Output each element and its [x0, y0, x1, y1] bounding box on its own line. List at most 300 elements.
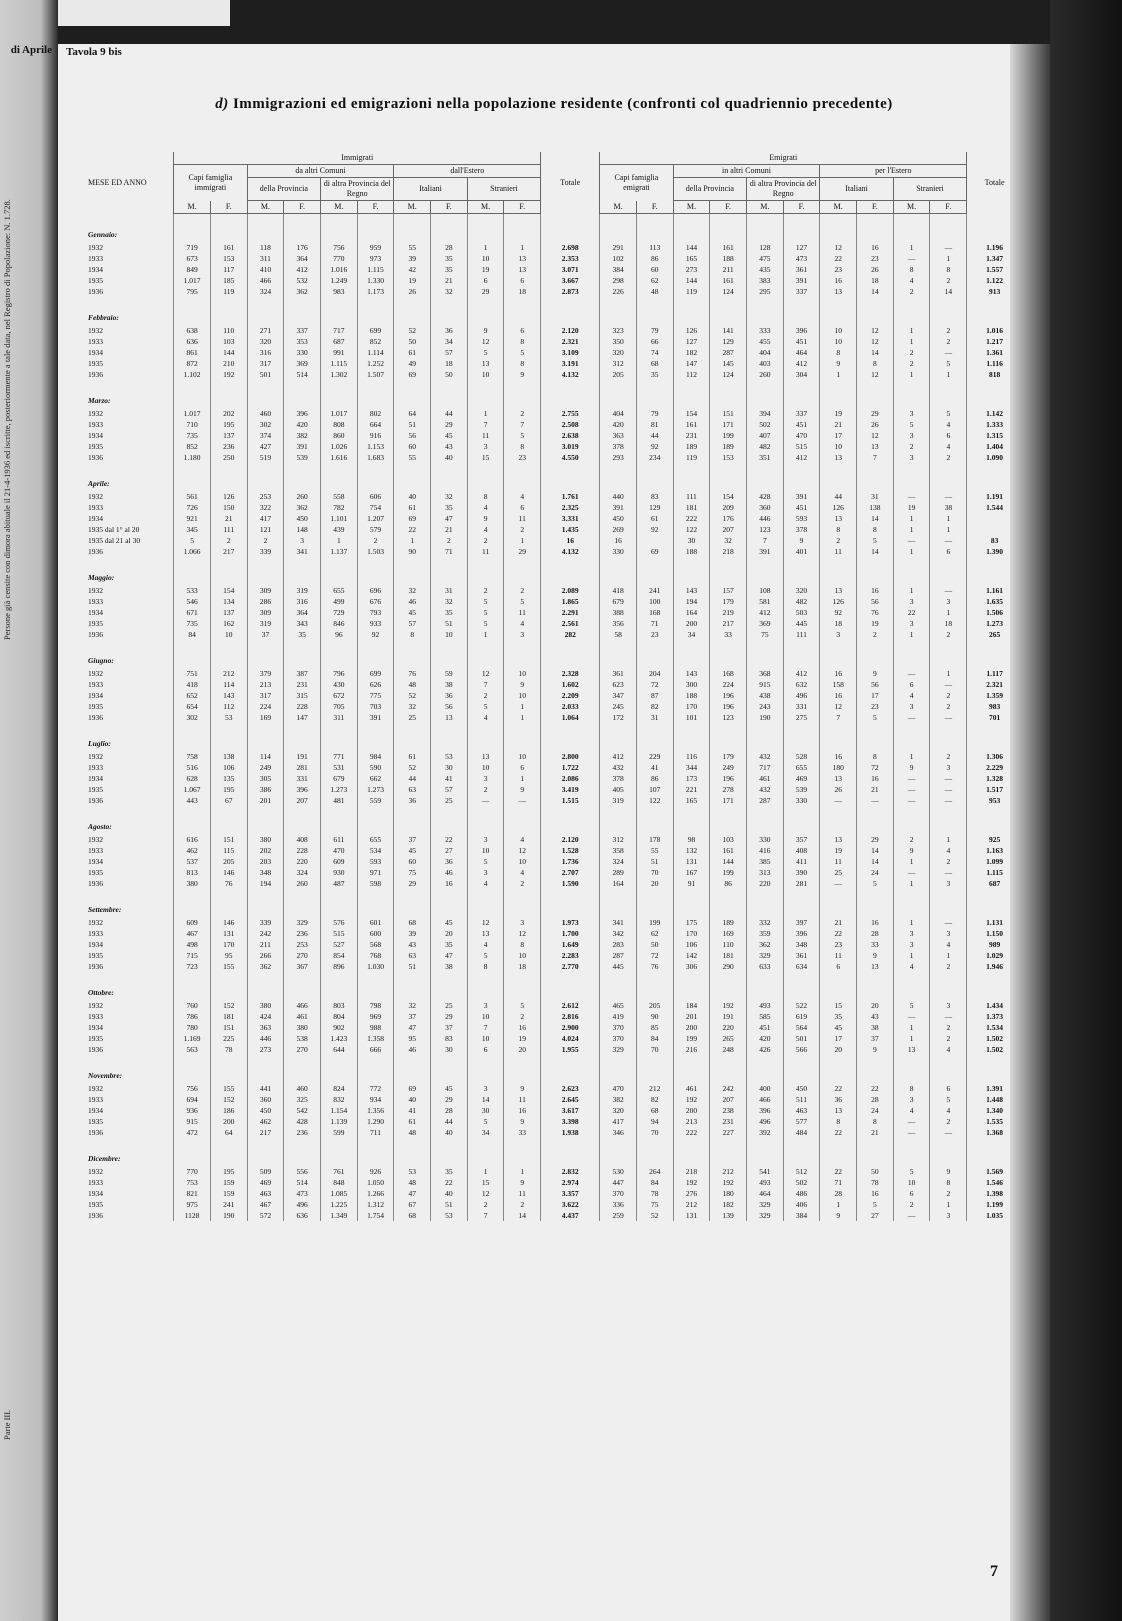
- table-cell: 2: [930, 751, 967, 762]
- empty-cell: [541, 214, 600, 242]
- table-cell: 1.517: [967, 784, 1022, 795]
- table-cell: 16: [431, 878, 468, 889]
- table-cell: 269: [600, 524, 637, 535]
- table-cell: 1.117: [967, 668, 1022, 679]
- table-cell: 6: [893, 679, 930, 690]
- table-cell: 210: [210, 358, 247, 369]
- table-cell: 1.502: [967, 1033, 1022, 1044]
- table-cell: 217: [210, 546, 247, 557]
- table-cell: 933: [357, 618, 394, 629]
- year-label: 1935: [88, 441, 103, 451]
- empty-cell: [541, 1055, 600, 1083]
- table-cell: 42: [394, 264, 431, 275]
- table-cell: 1: [930, 369, 967, 380]
- table-cell: 428: [284, 1116, 321, 1127]
- table-cell: 161: [710, 275, 747, 286]
- table-cell: 362: [284, 502, 321, 513]
- table-cell: 2: [930, 856, 967, 867]
- table-cell: 92: [820, 607, 857, 618]
- table-cell: 151: [710, 408, 747, 419]
- col-m: M.: [893, 201, 930, 214]
- table-cell: 1: [893, 856, 930, 867]
- table-cell: 29: [857, 408, 894, 419]
- table-cell: 412: [747, 607, 784, 618]
- table-cell: 1128: [174, 1210, 211, 1221]
- table-cell: 20: [504, 1044, 541, 1055]
- table-cell: 320: [247, 336, 284, 347]
- table-cell: 200: [673, 1105, 710, 1116]
- table-cell: 694: [174, 1094, 211, 1105]
- table-cell: 915: [747, 679, 784, 690]
- table-cell: 20: [636, 878, 673, 889]
- table-cell: 212: [710, 1166, 747, 1177]
- table-cell: 90: [636, 1011, 673, 1022]
- table-cell: 253: [247, 491, 284, 502]
- empty-cell: [710, 1055, 747, 1083]
- empty-cell: [930, 297, 967, 325]
- empty-cell: [673, 297, 710, 325]
- table-row: [82, 618, 1022, 629]
- table-cell: 1: [893, 751, 930, 762]
- table-cell: 486: [783, 1188, 820, 1199]
- table-cell: 2: [467, 690, 504, 701]
- table-cell: 1.116: [967, 358, 1022, 369]
- table-cell: 2.229: [967, 762, 1022, 773]
- table-cell: 1.312: [357, 1199, 394, 1210]
- table-cell: 3: [893, 1094, 930, 1105]
- empty-cell: [247, 723, 284, 751]
- table-cell: 735: [174, 430, 211, 441]
- year-label: 1933: [88, 679, 103, 689]
- table-cell: 119: [210, 286, 247, 297]
- table-cell: 530: [600, 1166, 637, 1177]
- table-cell: 52: [636, 1210, 673, 1221]
- table-row: [82, 1033, 1022, 1044]
- col-f: F.: [504, 201, 541, 214]
- table-cell: 2: [820, 535, 857, 546]
- table-cell: 57: [394, 618, 431, 629]
- table-row: [82, 712, 1022, 723]
- table-cell: 1.390: [967, 546, 1022, 557]
- year-label: 1932: [88, 325, 103, 335]
- empty-cell: [174, 972, 211, 1000]
- table-cell: 53: [431, 1210, 468, 1221]
- table-cell: 989: [967, 939, 1022, 950]
- table-cell: 654: [174, 701, 211, 712]
- empty-cell: [783, 972, 820, 1000]
- table-cell: 1: [930, 834, 967, 845]
- year-label: 1932: [88, 408, 103, 418]
- table-cell: 382: [600, 1094, 637, 1105]
- table-cell: 117: [210, 264, 247, 275]
- table-cell: 451: [783, 336, 820, 347]
- table-cell: 427: [247, 441, 284, 452]
- month-label: Settembre:: [88, 904, 122, 914]
- empty-cell: [930, 806, 967, 834]
- year-label: 1933: [88, 928, 103, 938]
- month-label: Gennaio:: [88, 229, 118, 239]
- table-cell: 2.707: [541, 867, 600, 878]
- table-cell: 1.544: [967, 502, 1022, 513]
- table-cell: 16: [820, 690, 857, 701]
- table-cell: 18: [504, 286, 541, 297]
- table-cell: 147: [673, 358, 710, 369]
- table-cell: 83: [636, 491, 673, 502]
- table-cell: 222: [673, 1127, 710, 1138]
- table-cell: 9: [930, 1166, 967, 1177]
- table-cell: 8: [820, 524, 857, 535]
- table-cell: 162: [210, 618, 247, 629]
- table-cell: 4: [893, 690, 930, 701]
- year-label: 1932: [88, 1000, 103, 1010]
- table-cell: 23: [857, 253, 894, 264]
- table-cell: 406: [783, 1199, 820, 1210]
- table-row: [82, 1044, 1022, 1055]
- table-cell: 8: [857, 358, 894, 369]
- table-cell: 3.019: [541, 441, 600, 452]
- table-cell: 3: [820, 629, 857, 640]
- month-header-row: [82, 723, 1022, 751]
- table-cell: 180: [820, 762, 857, 773]
- table-cell: 39: [394, 928, 431, 939]
- table-cell: 13: [820, 513, 857, 524]
- table-cell: 35: [431, 264, 468, 275]
- table-cell: 12: [467, 1188, 504, 1199]
- empty-cell: [467, 889, 504, 917]
- table-cell: 87: [636, 690, 673, 701]
- table-cell: 5: [893, 1000, 930, 1011]
- table-cell: 48: [394, 1177, 431, 1188]
- table-cell: 464: [747, 1188, 784, 1199]
- empty-cell: [284, 640, 321, 668]
- table-cell: 8: [857, 751, 894, 762]
- table-cell: 16: [857, 242, 894, 253]
- table-cell: 1.139: [320, 1116, 357, 1127]
- table-cell: 62: [636, 928, 673, 939]
- table-cell: 47: [431, 950, 468, 961]
- table-row: [82, 596, 1022, 607]
- table-cell: 585: [747, 1011, 784, 1022]
- year-label: 1934: [88, 513, 103, 523]
- table-cell: 12: [467, 917, 504, 928]
- table-cell: 420: [747, 1033, 784, 1044]
- table-cell: 2.120: [541, 834, 600, 845]
- table-cell: 13: [431, 712, 468, 723]
- empty-cell: [210, 972, 247, 1000]
- table-cell: 2.816: [541, 1011, 600, 1022]
- table-cell: —: [893, 784, 930, 795]
- table-row: [82, 286, 1022, 297]
- table-cell: 220: [710, 1022, 747, 1033]
- table-cell: 396: [783, 325, 820, 336]
- table-cell: 3: [467, 1083, 504, 1094]
- table-cell: 10: [504, 668, 541, 679]
- table-cell: 470: [600, 1083, 637, 1094]
- table-cell: 176: [284, 242, 321, 253]
- table-cell: 408: [783, 845, 820, 856]
- table-cell: 1.649: [541, 939, 600, 950]
- empty-cell: [747, 972, 784, 1000]
- table-cell: 3: [467, 441, 504, 452]
- empty-cell: [967, 557, 1022, 585]
- table-cell: 5: [504, 430, 541, 441]
- empty-cell: [357, 297, 394, 325]
- table-cell: 226: [600, 286, 637, 297]
- table-cell: 290: [710, 961, 747, 972]
- year-label: 1932: [88, 1083, 103, 1093]
- table-cell: —: [893, 535, 930, 546]
- table-cell: 15: [467, 1177, 504, 1188]
- table-cell: 85: [636, 1022, 673, 1033]
- table-cell: 61: [394, 502, 431, 513]
- empty-cell: [174, 723, 211, 751]
- table-cell: 717: [747, 762, 784, 773]
- empty-cell: [541, 1138, 600, 1166]
- table-row: [82, 524, 1022, 535]
- table-cell: 61: [636, 513, 673, 524]
- table-cell: 600: [357, 928, 394, 939]
- empty-cell: [967, 806, 1022, 834]
- table-cell: 61: [394, 1116, 431, 1127]
- table-cell: 786: [174, 1011, 211, 1022]
- table-cell: 348: [247, 867, 284, 878]
- table-cell: 339: [247, 546, 284, 557]
- table-cell: 793: [357, 607, 394, 618]
- table-row: [82, 1188, 1022, 1199]
- table-cell: 4: [930, 845, 967, 856]
- empty-cell: [320, 640, 357, 668]
- table-cell: 195: [210, 419, 247, 430]
- empty-cell: [320, 972, 357, 1000]
- table-cell: 319: [600, 795, 637, 806]
- empty-cell: [504, 889, 541, 917]
- table-cell: 283: [600, 939, 637, 950]
- empty-cell: [710, 723, 747, 751]
- table-cell: 27: [431, 845, 468, 856]
- empty-cell: [320, 214, 357, 242]
- table-cell: 14: [930, 286, 967, 297]
- table-cell: 82: [636, 1094, 673, 1105]
- table-cell: 391: [783, 275, 820, 286]
- table-cell: 3: [504, 629, 541, 640]
- table-cell: 182: [710, 1199, 747, 1210]
- page-number: 7: [990, 1563, 998, 1580]
- table-cell: 6: [893, 1188, 930, 1199]
- table-cell: 41: [394, 1105, 431, 1116]
- table-cell: 364: [284, 253, 321, 264]
- table-cell: 189: [710, 441, 747, 452]
- col-prov-emi: della Provincia: [673, 178, 746, 201]
- table-cell: 16: [600, 535, 637, 546]
- table-cell: 1: [467, 629, 504, 640]
- table-cell: 499: [320, 596, 357, 607]
- table-cell: 150: [210, 502, 247, 513]
- table-cell: 45: [431, 1083, 468, 1094]
- table-cell: 324: [600, 856, 637, 867]
- table-cell: 41: [431, 773, 468, 784]
- table-cell: 4: [504, 834, 541, 845]
- table-cell: 76: [636, 961, 673, 972]
- table-cell: 200: [673, 1022, 710, 1033]
- table-cell: 68: [636, 358, 673, 369]
- table-cell: 1.546: [967, 1177, 1022, 1188]
- table-cell: 3: [504, 917, 541, 928]
- empty-cell: [636, 214, 673, 242]
- table-cell: 466: [247, 275, 284, 286]
- empty-cell: [893, 214, 930, 242]
- empty-cell: [284, 463, 321, 491]
- table-cell: 25: [431, 1000, 468, 1011]
- table-cell: 31: [857, 491, 894, 502]
- table-cell: 1.349: [320, 1210, 357, 1221]
- table-cell: 3: [893, 701, 930, 712]
- table-cell: 317: [247, 690, 284, 701]
- table-cell: 21: [431, 524, 468, 535]
- empty-cell: [857, 1138, 894, 1166]
- table-row: [82, 513, 1022, 524]
- table-cell: 242: [247, 928, 284, 939]
- year-label: 1932: [88, 834, 103, 844]
- empty-cell: [247, 297, 284, 325]
- table-cell: 75: [747, 629, 784, 640]
- table-cell: 13: [857, 961, 894, 972]
- empty-cell: [431, 1138, 468, 1166]
- table-cell: 1.101: [320, 513, 357, 524]
- empty-cell: [357, 557, 394, 585]
- table-cell: 38: [857, 1022, 894, 1033]
- month-label: Ottobre:: [88, 987, 114, 997]
- table-cell: 118: [247, 242, 284, 253]
- table-cell: 369: [284, 358, 321, 369]
- table-cell: 5: [467, 1116, 504, 1127]
- table-cell: 12: [504, 845, 541, 856]
- table-cell: 4.437: [541, 1210, 600, 1221]
- table-cell: 522: [783, 1000, 820, 1011]
- empty-cell: [893, 972, 930, 1000]
- table-cell: 655: [320, 585, 357, 596]
- table-cell: 1.191: [967, 491, 1022, 502]
- table-cell: 462: [174, 845, 211, 856]
- table-cell: 17: [820, 430, 857, 441]
- table-cell: 170: [673, 928, 710, 939]
- table-cell: 14: [857, 286, 894, 297]
- table-cell: 228: [284, 701, 321, 712]
- year-label: 1935: [88, 950, 103, 960]
- table-cell: 58: [600, 629, 637, 640]
- table-row: [82, 242, 1022, 253]
- table-cell: 216: [673, 1044, 710, 1055]
- table-cell: 126: [673, 325, 710, 336]
- table-cell: 715: [174, 950, 211, 961]
- empty-cell: [747, 806, 784, 834]
- table-cell: 131: [673, 856, 710, 867]
- table-cell: 12: [857, 336, 894, 347]
- empty-cell: [636, 380, 673, 408]
- table-cell: 435: [747, 264, 784, 275]
- table-cell: 1: [930, 253, 967, 264]
- table-cell: 1.030: [357, 961, 394, 972]
- empty-cell: [600, 380, 637, 408]
- table-cell: 5: [930, 358, 967, 369]
- empty-cell: [820, 557, 857, 585]
- table-cell: 464: [783, 347, 820, 358]
- table-cell: 190: [747, 712, 784, 723]
- table-cell: 420: [284, 419, 321, 430]
- table-cell: 1.368: [967, 1127, 1022, 1138]
- table-cell: 1: [504, 1166, 541, 1177]
- empty-cell: [284, 889, 321, 917]
- table-cell: 32: [710, 535, 747, 546]
- table-cell: 959: [357, 242, 394, 253]
- table-cell: 19: [504, 1033, 541, 1044]
- empty-cell: [857, 806, 894, 834]
- empty-cell: [431, 214, 468, 242]
- table-cell: 802: [357, 408, 394, 419]
- table-cell: 579: [357, 524, 394, 535]
- table-cell: 72: [636, 679, 673, 690]
- table-cell: 28: [857, 928, 894, 939]
- table-cell: 3: [930, 596, 967, 607]
- table-cell: 52: [394, 690, 431, 701]
- table-cell: 30: [673, 535, 710, 546]
- empty-cell: [210, 557, 247, 585]
- table-cell: 7: [467, 679, 504, 690]
- year-label: 1936: [88, 369, 103, 379]
- empty-cell: [210, 723, 247, 751]
- table-cell: 86: [636, 773, 673, 784]
- table-cell: 76: [210, 878, 247, 889]
- table-cell: 282: [541, 629, 600, 640]
- table-cell: 37: [431, 1022, 468, 1033]
- month-label: Novembre:: [88, 1070, 123, 1080]
- table-row: [82, 1210, 1022, 1221]
- col-stranieri-imm: Stranieri: [467, 178, 540, 201]
- table-cell: 139: [710, 1210, 747, 1221]
- table-cell: 180: [710, 1188, 747, 1199]
- table-cell: 2.086: [541, 773, 600, 784]
- table-cell: 72: [636, 950, 673, 961]
- table-body: [82, 214, 1022, 1221]
- empty-cell: [673, 972, 710, 1000]
- table-cell: 470: [783, 430, 820, 441]
- table-cell: 848: [320, 1177, 357, 1188]
- empty-cell: [284, 806, 321, 834]
- table-cell: 7: [747, 535, 784, 546]
- empty-cell: [820, 1138, 857, 1166]
- table-cell: 2.873: [541, 286, 600, 297]
- table-cell: 29: [467, 286, 504, 297]
- table-cell: 221: [673, 784, 710, 795]
- col-stranieri-emi: Stranieri: [893, 178, 966, 201]
- table-cell: 311: [247, 253, 284, 264]
- table-cell: —: [893, 867, 930, 878]
- table-cell: 519: [247, 452, 284, 463]
- table-cell: 115: [210, 845, 247, 856]
- table-cell: 451: [783, 419, 820, 430]
- table-cell: 472: [174, 1127, 211, 1138]
- col-m: M.: [747, 201, 784, 214]
- table-cell: 1: [893, 369, 930, 380]
- table-cell: 496: [747, 1116, 784, 1127]
- table-cell: 146: [210, 917, 247, 928]
- table-cell: 76: [394, 668, 431, 679]
- table-cell: 576: [320, 917, 357, 928]
- table-cell: 103: [210, 336, 247, 347]
- empty-cell: [431, 806, 468, 834]
- table-cell: 19: [893, 502, 930, 513]
- table-cell: 186: [210, 1105, 247, 1116]
- year-label: 1934: [88, 347, 103, 357]
